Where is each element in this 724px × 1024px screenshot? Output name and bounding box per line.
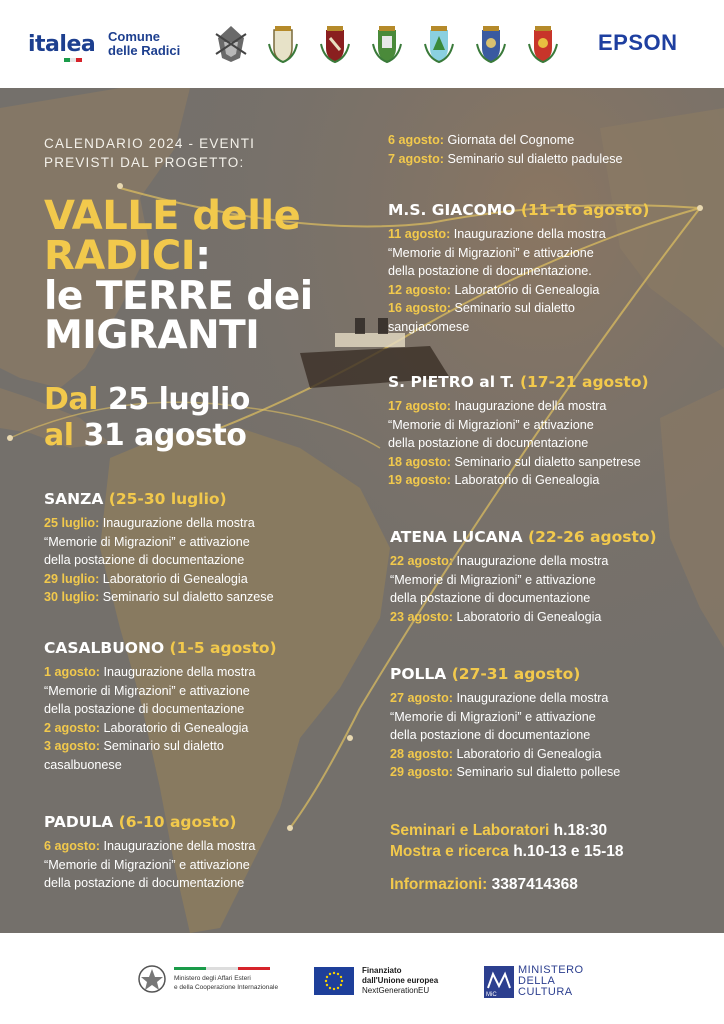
- event-description: Seminario sul dialetto sanzese: [99, 590, 274, 604]
- event-date: 6 agosto:: [388, 133, 444, 147]
- event-description: Laboratorio di Genealogia: [450, 473, 600, 487]
- event-list: [390, 552, 657, 626]
- event-description: Giornata del Cognome: [443, 133, 575, 147]
- eu-flag-icon: [314, 967, 354, 995]
- event-line: [44, 682, 277, 701]
- event-line: [44, 663, 277, 682]
- event-date: 17 agosto:: [388, 399, 451, 413]
- mae-logo: Ministero degli Affari Esteri e della Cooperazione Internazionale: [174, 967, 278, 992]
- event-line: [44, 756, 277, 775]
- event-line: [44, 588, 274, 607]
- italian-republic-emblem-icon: [136, 963, 168, 997]
- exhibition-hours: Mostra e ricerca h.10-13 e 15-18: [390, 843, 624, 860]
- event-description: Laboratorio di Genealogia: [452, 746, 602, 761]
- contact-phone: Informazioni: 3387414368: [390, 876, 578, 893]
- event-block-casalbuono: [44, 639, 277, 774]
- event-list: [390, 689, 620, 782]
- event-description: della postazione di documentazione: [390, 591, 591, 605]
- event-description: Seminario sul dialetto sanpetrese: [450, 454, 641, 469]
- event-line: [44, 514, 274, 533]
- event-description: della postazione di documentazione: [44, 553, 245, 567]
- event-date: 29 agosto:: [390, 765, 453, 779]
- event-date: 2 agosto:: [44, 720, 100, 735]
- event-line: [388, 131, 623, 150]
- event-list: [388, 131, 623, 168]
- event-line: [388, 453, 649, 472]
- event-line: [388, 397, 649, 416]
- italea-logo: italea: [28, 32, 96, 57]
- header-logos-bar: [0, 0, 724, 88]
- event-description: Inaugurazione della mostra: [99, 839, 256, 853]
- event-town-heading: POLLA (27-31 agosto): [390, 665, 581, 683]
- event-line: [390, 589, 657, 608]
- crest-icon: [474, 24, 508, 64]
- event-date: 22 agosto:: [390, 554, 453, 568]
- event-block-sanza: [44, 490, 274, 607]
- event-date: 23 agosto:: [390, 609, 453, 624]
- event-line: [390, 608, 657, 627]
- event-description: “Memorie di Migrazioni” e attivazione: [44, 534, 250, 549]
- event-line: [388, 318, 649, 337]
- event-line: [44, 856, 255, 875]
- crest-icon: [214, 24, 248, 64]
- epson-logo: EPSON: [598, 30, 678, 55]
- schedule-info: [390, 820, 624, 895]
- municipal-crests: [214, 24, 560, 64]
- mic-logo-icon: [484, 966, 514, 998]
- event-list: [44, 837, 255, 893]
- poster-title-highlight: VALLE delle RADICI:: [44, 193, 301, 279]
- event-town-heading: CASALBUONO (1-5 agosto): [44, 639, 277, 657]
- event-description: “Memorie di Migrazioni” e attivazione: [388, 245, 594, 260]
- event-date: 25 luglio:: [44, 516, 100, 530]
- calendar-subtitle: CALENDARIO 2024 - EVENTI PREVISTI DAL PROGETTO:: [44, 136, 256, 170]
- event-block-msgiacomo: [388, 201, 649, 336]
- event-line: [390, 571, 657, 590]
- event-line: [388, 416, 649, 435]
- event-description: “Memorie di Migrazioni” e attivazione: [390, 709, 596, 724]
- event-line: [388, 262, 649, 281]
- poster-title: le TERRE dei MIGRANTI: [44, 274, 313, 358]
- event-town-heading: M.S. GIACOMO (11-16 agosto): [388, 201, 650, 219]
- event-description: Laboratorio di Genealogia: [99, 720, 249, 735]
- event-list: [44, 514, 274, 607]
- event-description: della postazione di documentazione: [388, 436, 589, 450]
- event-date: 12 agosto:: [388, 282, 451, 297]
- event-line: [388, 281, 649, 300]
- event-description: “Memorie di Migrazioni” e attivazione: [388, 417, 594, 432]
- event-description: sangiacomese: [388, 319, 470, 334]
- event-description: Seminario sul dialetto: [99, 739, 224, 753]
- event-line: [388, 244, 649, 263]
- poster-body: [0, 88, 724, 933]
- event-date: 27 agosto:: [390, 691, 453, 705]
- event-date: 18 agosto:: [388, 454, 451, 469]
- crest-icon: [266, 24, 300, 64]
- event-block-spietro: [388, 373, 649, 490]
- event-description: della postazione di documentazione.: [388, 264, 592, 278]
- eu-funding-text: Finanziato dall'Unione europea NextGenerationEU: [362, 966, 439, 995]
- italian-flag-icon: [64, 58, 82, 62]
- event-list: [44, 663, 277, 774]
- event-date: 3 agosto:: [44, 739, 100, 753]
- event-description: Inaugurazione della mostra: [450, 227, 606, 241]
- event-line: [388, 471, 649, 490]
- event-description: Inaugurazione della mostra: [452, 691, 609, 705]
- event-line: [44, 570, 274, 589]
- seminars-hours: Seminari e Laboratori h.18:30: [390, 822, 608, 839]
- event-line: [390, 552, 657, 571]
- event-description: “Memorie di Migrazioni” e attivazione: [44, 683, 250, 698]
- event-town-heading: SANZA (25-30 luglio): [44, 490, 227, 508]
- event-list: [388, 397, 649, 490]
- event-date: 16 agosto:: [388, 301, 451, 315]
- event-list: [388, 225, 649, 336]
- event-line: [44, 551, 274, 570]
- event-description: Inaugurazione della mostra: [99, 665, 256, 679]
- event-block-polla: [390, 665, 620, 782]
- event-description: “Memorie di Migrazioni” e attivazione: [44, 857, 250, 872]
- event-date: 1 agosto:: [44, 665, 100, 679]
- event-description: della postazione di documentazione: [390, 728, 591, 742]
- event-line: [390, 745, 620, 764]
- mic-text: MINISTERO DELLA CULTURA: [518, 964, 584, 998]
- event-block-padula-continued: [388, 131, 623, 168]
- event-town-heading: S. PIETRO al T. (17-21 agosto): [388, 373, 649, 391]
- event-description: casalbuonese: [44, 757, 122, 772]
- crest-icon: [526, 24, 560, 64]
- crest-icon: [318, 24, 352, 64]
- event-description: Laboratorio di Genealogia: [452, 609, 602, 624]
- event-description: Inaugurazione della mostra: [452, 554, 609, 568]
- event-line: [44, 700, 277, 719]
- event-line: [44, 737, 277, 756]
- event-date: 11 agosto:: [388, 227, 451, 241]
- event-line: [388, 434, 649, 453]
- event-description: della postazione di documentazione: [44, 876, 245, 890]
- event-block-atena: [390, 528, 657, 626]
- event-line: [44, 719, 277, 738]
- event-line: [390, 763, 620, 782]
- event-description: Seminario sul dialetto padulese: [443, 151, 623, 166]
- event-description: Laboratorio di Genealogia: [99, 571, 248, 586]
- event-description: Seminario sul dialetto: [450, 301, 575, 315]
- event-date: 29 luglio:: [44, 571, 100, 586]
- event-town-heading: PADULA (6-10 agosto): [44, 813, 237, 831]
- event-description: Inaugurazione della mostra: [99, 516, 255, 530]
- event-line: [390, 726, 620, 745]
- event-description: “Memorie di Migrazioni” e attivazione: [390, 572, 596, 587]
- event-line: [390, 689, 620, 708]
- event-date: 6 agosto:: [44, 839, 100, 853]
- event-line: [390, 708, 620, 727]
- event-town-heading: ATENA LUCANA (22-26 agosto): [390, 528, 657, 546]
- event-line: [44, 533, 274, 552]
- event-date-range: Dal 25 luglio al 31 agosto: [44, 382, 250, 453]
- event-line: [388, 299, 649, 318]
- event-line: [44, 837, 255, 856]
- svg-text:MiC: MiC: [486, 992, 497, 998]
- event-line: [388, 150, 623, 169]
- event-description: Laboratorio di Genealogia: [450, 282, 600, 297]
- event-line: [388, 225, 649, 244]
- event-date: 7 agosto:: [388, 151, 444, 166]
- event-block-padula: [44, 813, 255, 893]
- event-date: 28 agosto:: [390, 746, 453, 761]
- footer-logos-bar: [0, 933, 724, 1024]
- event-description: della postazione di documentazione: [44, 702, 245, 716]
- crest-icon: [422, 24, 456, 64]
- event-date: 19 agosto:: [388, 473, 451, 487]
- event-description: Seminario sul dialetto pollese: [452, 765, 621, 779]
- comune-delle-radici-logo: Comune delle Radici: [108, 29, 181, 58]
- crest-icon: [370, 24, 404, 64]
- event-date: 30 luglio:: [44, 590, 100, 604]
- event-description: Inaugurazione della mostra: [450, 399, 607, 413]
- event-line: [44, 874, 255, 893]
